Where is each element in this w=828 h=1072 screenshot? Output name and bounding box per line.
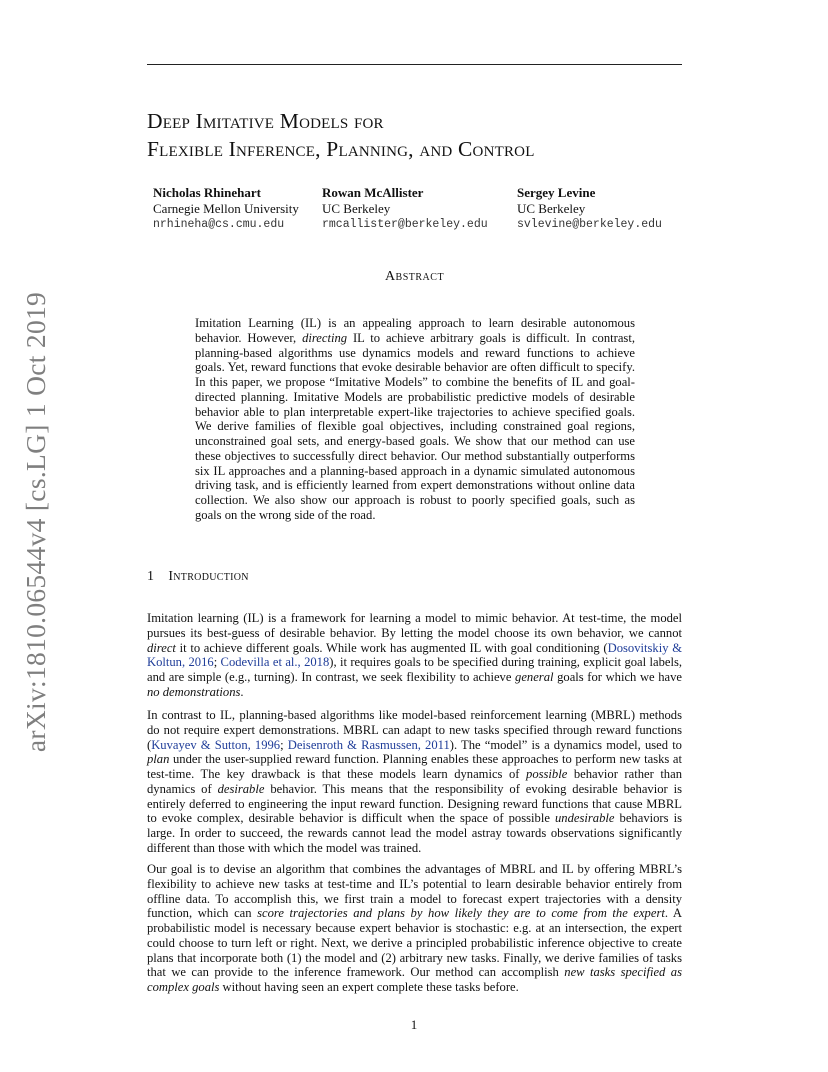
intro-paragraph-3	[147, 862, 682, 995]
citation-link[interactable]: Deisenroth & Rasmussen, 2011	[287, 737, 450, 752]
text-run: Imitation Learning (IL) is an appealing approach to learn desirable autonomous behavior. However,	[195, 316, 635, 345]
title-word: nference,	[236, 137, 327, 161]
author-email[interactable]: svlevine@berkeley.edu	[517, 218, 662, 231]
author-affiliation: UC Berkeley	[517, 201, 586, 216]
author-affiliation: UC Berkeley	[322, 201, 391, 216]
italic-run: no demonstrations	[147, 684, 241, 699]
title-cap: D	[147, 109, 163, 133]
text-run: In contrast to IL, planning-based algorithms like model-based reinforcement learning (MBRL) methods do not require expert demonstrations. MBRL can adapt to new tasks specified through reward functions (	[147, 708, 682, 752]
abstract-text	[195, 316, 635, 523]
italic-run: new tasks specified as complex goals	[147, 965, 682, 994]
section-title: Introduction	[168, 569, 249, 584]
title-word: lanning, and	[338, 137, 458, 161]
text-run: .	[240, 684, 244, 699]
italic-run: undesirable	[555, 811, 615, 826]
citation-link[interactable]: Kuvayev & Sutton, 1996	[151, 737, 281, 752]
page-number: 1	[410, 1017, 418, 1032]
author-affiliation: Carnegie Mellon University	[153, 201, 299, 216]
italic-run: score trajectories and plans by how likely they are to come from the expert	[257, 906, 665, 921]
title-rule	[147, 64, 682, 65]
text-run: behavior rather than dynamics of	[147, 767, 682, 796]
title-cap: M	[279, 109, 300, 133]
title-word: lexible	[159, 137, 229, 161]
author-name: Sergey Levine	[517, 185, 596, 200]
text-run: ;	[213, 655, 221, 670]
text-run: Our goal is to devise an algorithm that combines the advantages of MBRL and IL by offering MBRL’s flexibility to achieve new tasks at test-time and IL’s potential to learn desirable behavior entirely from offline data. To accomplish this, we first train a model to forecast expert trajectories with a density function, which can	[147, 862, 682, 921]
author-name: Nicholas Rhinehart	[153, 185, 261, 200]
paper-title	[147, 107, 707, 163]
intro-paragraph-1	[147, 611, 682, 700]
text-run: it to achieve different goals. While work has augmented IL with goal conditioning (	[175, 640, 608, 655]
citation-link[interactable]: Codevilla et al., 2018	[220, 655, 330, 670]
author-block-2	[322, 185, 488, 233]
title-cap: F	[147, 137, 160, 161]
italic-run: directing	[302, 330, 348, 345]
text-run: . A probabilistic model is necessary because expert behavior is stochastic: e.g. at an intersection, the expert could choose to turn left or right. Next, we derive a principled probabilistic inference objective to create plans that incorporate both (1) the model and (2) arbitrary new tasks. Finally, we derive families of tasks that we can provide to the inference framework. Our method can accomplish	[147, 906, 682, 980]
italic-run: desirable	[217, 781, 265, 796]
title-word: ontrol	[472, 137, 535, 161]
arxiv-side-stamp	[12, 291, 60, 753]
title-cap: I	[228, 137, 237, 161]
title-word: mitative	[202, 109, 280, 133]
author-block-3	[517, 185, 662, 233]
text-run: behaviors is large. In order to succeed, the rewards cannot lead the model astray towards observations significantly different than those with which the model was trained.	[147, 811, 682, 855]
title-cap: I	[195, 109, 203, 133]
text-run: Imitation learning (IL) is a framework for learning a model to mimic behavior. At test-time, the model pursues its best-guess of desirable behavior. By letting the model choose its own behavior, we cannot	[147, 611, 682, 640]
section-number: 1	[147, 569, 155, 584]
italic-run: possible	[526, 767, 568, 781]
text-run: without having seen an expert complete these tasks before.	[219, 980, 519, 994]
title-word: odels for	[299, 109, 384, 133]
text-run: ), it requires goals to be specified during training, explicit goal labels, and are simple (e.g., turning). In contrast, we seek flexibility to achieve	[147, 655, 683, 684]
author-email[interactable]: rmcallister@berkeley.edu	[322, 218, 488, 231]
title-line-2	[147, 135, 707, 163]
text-run: ). The “model” is a dynamics model, used to	[449, 737, 682, 752]
text-run: under the user-supplied reward function. Planning enables these approaches to perform new tasks at test-time. The key drawback is that these models learn dynamics of	[147, 752, 682, 781]
text-run: behavior. This means that the responsibility of evoking desirable behavior is entirely deferred to engineering the input reward function. Designing reward functions that cause MBRL to evoke complex, desirable behavior is difficult when the space of possible	[147, 781, 682, 826]
arxiv-identifier: arXiv:1810.06544v4 [cs.LG] 1 Oct 2019	[20, 291, 51, 753]
italic-run: general	[515, 670, 554, 684]
author-name: Rowan McAllister	[322, 185, 424, 200]
abstract-heading: Abstract	[384, 269, 445, 284]
section-heading	[147, 569, 249, 585]
text-run: goals for which we have	[553, 670, 682, 684]
italic-run: direct	[147, 640, 176, 655]
intro-paragraph-2	[147, 708, 682, 856]
title-cap: P	[326, 137, 339, 161]
author-block-1	[153, 185, 299, 233]
author-email[interactable]: nrhineha@cs.cmu.edu	[153, 218, 285, 231]
text-run: ;	[280, 737, 288, 752]
citation-link[interactable]: Dosovitskiy & Koltun, 2016	[147, 640, 682, 670]
title-cap: C	[458, 137, 473, 161]
title-word: eep	[162, 109, 196, 133]
italic-run: plan	[147, 752, 170, 767]
text-run: IL to achieve arbitrary goals is difficult. In contrast, planning-based algorithms use dynamics models and reward functions to achieve goals. Yet, reward functions that evoke desirable behavior are often difficult to specify. In this paper, we propose “Imitative Models” to combine the benefits of IL and goal-directed planning. Imitative Models are probabilistic predictive models of desirable behavior able to plan interpretable expert-like trajectories to achieve specified goals. We derive families of flexible goal objectives, including constrained goal regions, unconstrained goal sets, and energy-based goals. We show that our method can use these objectives to successfully direct behavior. Our method substantially outperforms six IL approaches and a planning-based approach in a dynamic simulated autonomous driving task, and is efficiently learned from expert demonstrations without online data collection. We also show our approach is robust to poorly specified goals, such as goals on the wrong side of the road.	[195, 330, 635, 522]
title-line-1	[147, 107, 707, 135]
